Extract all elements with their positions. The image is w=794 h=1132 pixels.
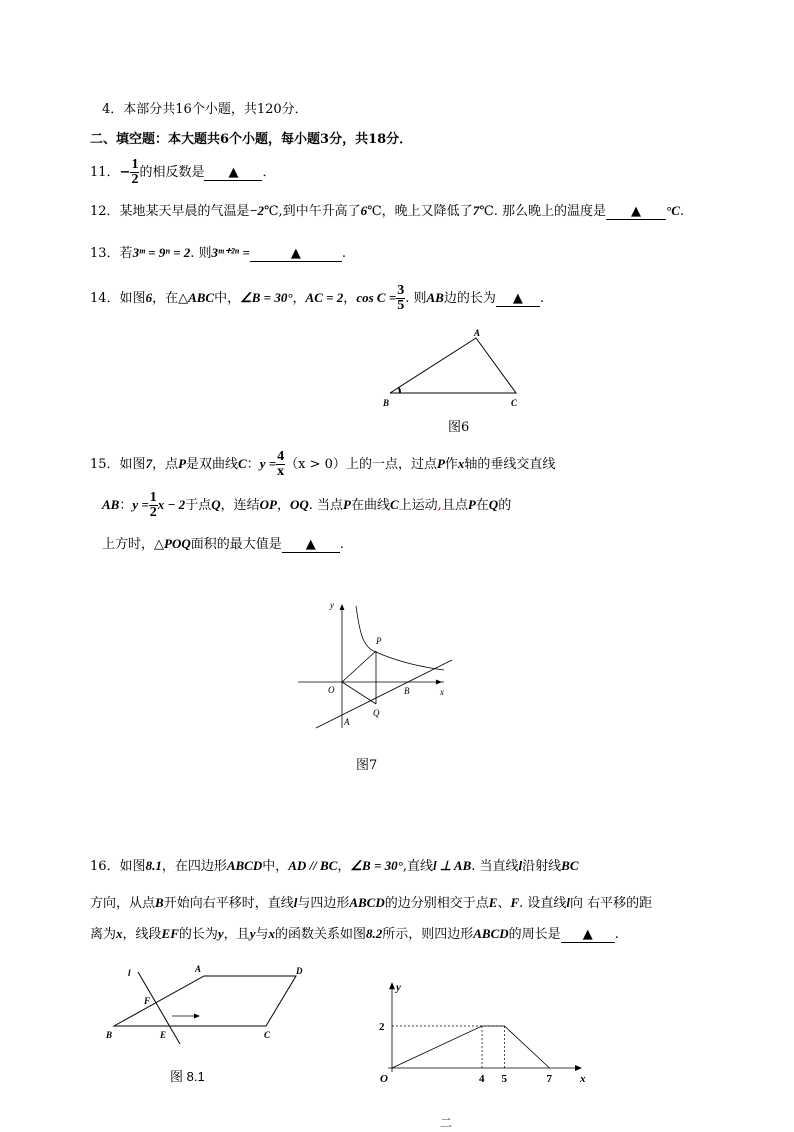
q16-l1-t5: ,直线 (402, 859, 433, 874)
q15-curve-c: C (238, 456, 247, 471)
question-13 (90, 244, 346, 263)
figure-8-1-parallelogram (100, 962, 312, 1048)
q14-text-6: . 则 (405, 291, 427, 306)
q15-segment-oq: OQ (289, 497, 309, 512)
q14-end: . (539, 291, 544, 306)
q16-figure-ref-8-2: 8.2 (366, 926, 383, 941)
fig81-f-label: F (144, 996, 151, 1006)
q15-line-ab: AB (102, 497, 120, 512)
q15-red-comma: , (437, 498, 442, 513)
q15-y-eq: y = (259, 456, 277, 471)
figure-7-graph (294, 596, 460, 732)
q16-l2-t1: 方向，从点 (90, 896, 156, 911)
q16-l3-t1: 离为 (90, 927, 117, 942)
q15-l2-t9: 在 (475, 498, 489, 513)
fig7-b-label: B (404, 686, 410, 696)
q15-l2-t1: ： (119, 498, 133, 513)
q15-frac-num: 4 (277, 449, 285, 464)
quadrilateral-abcd (114, 976, 296, 1026)
q16-l3-t6: 的函数关系如图 (274, 927, 366, 942)
q15-curve-c-2: C (389, 497, 399, 512)
question-16-line-2 (90, 894, 652, 913)
q15-point-p-3: P (343, 497, 351, 512)
q14-text-3: 中， (214, 291, 241, 306)
q12-value-morning: −2 (249, 203, 264, 218)
q16-answer-blank[interactable] (561, 927, 615, 943)
q12-value-rise: 6 (360, 203, 368, 218)
q15-l2-t8: 且点 (441, 498, 468, 513)
q11-end: ． (262, 165, 276, 180)
question-12 (90, 202, 684, 221)
question-16-line-1 (90, 857, 579, 876)
q15-number: 15． (90, 457, 120, 472)
q12-text-2: ℃,到中午升高了 (263, 204, 361, 219)
q16-quad-abcd-2: ABCD (349, 895, 385, 910)
q16-var-y: y (217, 926, 224, 941)
fig7-q-label: Q (373, 708, 380, 718)
answer-triangle-icon: ▲ (512, 291, 523, 306)
fig81-c-label: C (264, 1030, 271, 1040)
q16-perpendicular: l ⊥ AB (432, 858, 472, 873)
q15-half-num: 1 (149, 490, 157, 505)
q14-fraction (396, 284, 405, 313)
q16-point-f: F (510, 895, 520, 910)
question-15-line-1 (90, 450, 555, 479)
q16-point-b: B (155, 895, 164, 910)
figure-7-caption: 图7 (356, 758, 378, 773)
q16-l3-t3: 的长为 (178, 927, 218, 942)
question-15-line-2 (102, 491, 511, 520)
q16-quad-abcd: ABCD (226, 858, 263, 873)
segment-op (342, 651, 376, 682)
fig7-x-label: x (440, 687, 444, 697)
q11-text: 的相反数是 (139, 165, 205, 180)
q15-l2-t10: 的 (498, 498, 512, 513)
q14-condition-cos: cos C = (356, 290, 397, 305)
series-line (392, 1026, 550, 1068)
q16-angle-b: ∠B = 30° (350, 858, 403, 873)
vertex-b-label: B (383, 398, 390, 408)
x-tick-label-7: 7 (546, 1073, 552, 1085)
fig7-a-label: A (344, 717, 350, 727)
q16-segment-ef: EF (161, 926, 179, 941)
answer-triangle-icon: ▲ (631, 204, 641, 219)
q16-parallel: AD // BC (288, 858, 338, 873)
fig81-e-label: E (160, 1030, 167, 1040)
q15-l2-t6: 在曲线 (350, 498, 390, 513)
question-15-line-3 (102, 535, 344, 554)
q12-answer-blank[interactable] (606, 204, 666, 220)
triangle-abc (390, 338, 516, 393)
q12-number: 12． (90, 204, 120, 219)
q16-number: 16． (90, 859, 120, 874)
figure-8-1-caption: 图 8.1 (170, 1069, 205, 1084)
q15-l2-t5: . 当点 (308, 498, 344, 513)
q15-l1-t6: 作 (444, 457, 458, 472)
q15-condition: （x > 0） (285, 457, 346, 472)
q14-text-5: ， (343, 291, 357, 306)
q16-l3-t5: 与 (255, 927, 269, 942)
q14-figure-ref: 6 (145, 290, 153, 305)
q15-point-p-2: P (436, 456, 445, 471)
q16-l2-t3: 与四边形 (297, 896, 350, 911)
q15-point-p: P (178, 456, 187, 471)
q15-point-q: Q (211, 497, 221, 512)
q14-number: 14． (90, 291, 120, 306)
q15-l1-t4: ： (246, 457, 260, 472)
q15-l1-t2: ，点 (152, 457, 179, 472)
q13-end: . (341, 246, 346, 261)
q14-triangle-name: ABC (188, 290, 215, 305)
q16-l1-t4: ， (337, 859, 351, 874)
fig81-l-label: l (128, 968, 131, 978)
fig7-o-label: O (328, 685, 335, 695)
question-16-line-3 (90, 925, 619, 944)
q12-text-4: ℃. 那么晚上的温度是 (479, 204, 606, 219)
question-11 (90, 158, 275, 187)
q16-var-x-2: x (268, 926, 275, 941)
q15-l2-t7: 上运动 (398, 498, 438, 513)
q14-text-7: 边的长为 (443, 291, 496, 306)
x-tick-label-5: 5 (501, 1073, 507, 1085)
q15-l1-t3: 是双曲线 (186, 457, 239, 472)
q14-text-1: 如图 (119, 291, 146, 306)
q16-var-x: x (116, 926, 123, 941)
q15-fraction-half (149, 491, 158, 520)
q15-fraction-4-x (276, 450, 285, 479)
q16-var-y-2: y (249, 926, 256, 941)
q15-x-axis: x (457, 456, 465, 471)
figure-6-caption: 图6 (448, 420, 470, 435)
fig7-y-label: y (330, 600, 334, 610)
q15-triangle-poq: POQ (164, 536, 191, 551)
q16-l1-t2: ，在四边形 (161, 859, 227, 874)
q13-expression: 3ᵐ⁺²ⁿ = (211, 245, 250, 260)
chart-y-label: y (396, 981, 401, 994)
y-tick-label-2: 2 (379, 1021, 385, 1033)
chart-origin-label: O (380, 1073, 388, 1085)
q14-text-4: ， (292, 291, 306, 306)
fig81-a-label: A (195, 964, 202, 974)
q14-answer-blank[interactable] (496, 291, 540, 307)
q15-l2-t2: 于点 (185, 498, 212, 513)
q15-l2-t3: ，连结 (220, 498, 260, 513)
q15-point-p-4: P (467, 497, 476, 512)
x-axis-arrow-icon (575, 1065, 582, 1071)
answer-triangle-icon: ▲ (290, 246, 301, 261)
q16-l1-t7: 沿射线 (522, 859, 562, 874)
chart-x-label: x (580, 1073, 586, 1085)
q16-line-l: l (518, 858, 523, 873)
q12-end: . (679, 204, 685, 219)
fig81-b-label: B (106, 1030, 113, 1040)
q14-side-ab: AB (426, 290, 444, 305)
answer-triangle-icon: ▲ (582, 927, 593, 942)
q14-condition-ac: AC = 2 (305, 290, 344, 305)
q12-unit: °C (666, 203, 680, 218)
q15-l2-t4: ， (276, 498, 290, 513)
q16-l2-t6: . 设直线 (519, 896, 567, 911)
q16-quad-abcd-3: ABCD (473, 926, 509, 941)
q11-answer-blank[interactable] (204, 165, 262, 181)
line-ab (316, 660, 452, 728)
q15-answer-blank[interactable] (282, 537, 340, 553)
q14-frac-num: 3 (397, 283, 405, 298)
q16-l3-t7: 所示，则四边形 (382, 927, 474, 942)
q12-text-1: 某地某天早晨的气温是 (119, 204, 250, 219)
q16-ray-bc: BC (561, 858, 579, 873)
q16-l3-t4: ，且 (223, 927, 250, 942)
q16-l3-t8: 的周长是 (508, 927, 561, 942)
q14-frac-den: 5 (397, 298, 405, 313)
answer-triangle-icon: ▲ (228, 165, 239, 180)
section-heading-fill-blank: 二、填空题：本大题共6个小题，每小题3分，共18分． (90, 132, 413, 147)
fig81-d-label: D (296, 966, 303, 976)
q16-point-e: E (488, 895, 498, 910)
q13-text-2: . 则 (190, 246, 212, 261)
segment-oq (342, 682, 376, 704)
q15-figure-ref: 7 (145, 456, 153, 471)
fig7-p-label: P (376, 636, 382, 646)
q15-point-q-2: Q (488, 497, 499, 512)
q15-y-eq-2: y = (132, 497, 149, 512)
vertex-a-label: A (474, 328, 481, 338)
q15-segment-op: OP (259, 497, 277, 512)
q15-frac-den: x (277, 464, 285, 479)
q13-answer-blank[interactable] (250, 246, 342, 262)
q13-equation: 3ᵐ = 9ⁿ = 2 (132, 245, 191, 260)
q16-l1-t1: 如图 (119, 859, 146, 874)
q11-frac-den: 2 (131, 172, 139, 187)
arrow-right-icon (194, 1014, 200, 1019)
q13-text-1: 若 (119, 246, 133, 261)
q16-line-l-2: l (293, 895, 298, 910)
question-14 (90, 284, 544, 313)
vertex-c-label: C (511, 398, 518, 408)
page-number-fragment: 二 (440, 1116, 453, 1130)
q15-l1-t5: 上的一点，过点 (345, 457, 437, 472)
q12-value-drop: 7 (472, 203, 480, 218)
q15-half-den: 2 (149, 505, 157, 520)
angle-b-mark (399, 388, 400, 393)
q13-number: 13． (90, 246, 120, 261)
q16-l3-t2: ，线段 (122, 927, 162, 942)
q16-line-l-3: l (566, 895, 571, 910)
figure-8-2-chart (352, 980, 586, 1090)
hyperbola-curve (356, 606, 444, 670)
x-axis-arrow-icon (436, 680, 442, 685)
q11-minus: − (119, 165, 131, 180)
q16-l2-t2: 开始向右平移时，直线 (163, 896, 294, 911)
q16-figure-ref-8-1: 8.1 (145, 858, 162, 873)
q15-l1-t1: 如图 (119, 457, 146, 472)
q15-line-rest: x − 2 (157, 497, 186, 512)
q16-end: . (614, 927, 619, 942)
figure-6-triangle (378, 326, 538, 412)
q11-frac-num: 1 (131, 157, 139, 172)
q15-l1-t7: 轴的垂线交直线 (464, 457, 556, 472)
x-tick-label-4: 4 (479, 1073, 485, 1085)
q14-text-2: ，在△ (152, 291, 189, 306)
line-l (138, 972, 180, 1044)
q15-l3-t1: 上方时，△ (102, 537, 164, 552)
y-axis-arrow-icon (389, 982, 395, 989)
q11-number: 11． (90, 165, 120, 180)
instruction-note-4: 4．本部分共16个小题，共120分． (102, 102, 308, 117)
answer-triangle-icon: ▲ (305, 537, 316, 552)
q12-text-3: ℃，晚上又降低了 (367, 204, 473, 219)
q16-l1-t6: . 当直线 (471, 859, 519, 874)
q14-condition-angle: ∠B = 30° (240, 290, 293, 305)
q15-l3-t2: 面积的最大值是 (190, 537, 282, 552)
q16-l2-t5: 、 (497, 896, 511, 911)
q16-l2-t4: 的边分别相交于点 (384, 896, 489, 911)
q16-l2-t7: 向 右平移的距 (570, 896, 653, 911)
q16-l1-t3: 中， (262, 859, 289, 874)
q15-end: . (339, 537, 344, 552)
y-axis-arrow-icon (340, 604, 345, 610)
